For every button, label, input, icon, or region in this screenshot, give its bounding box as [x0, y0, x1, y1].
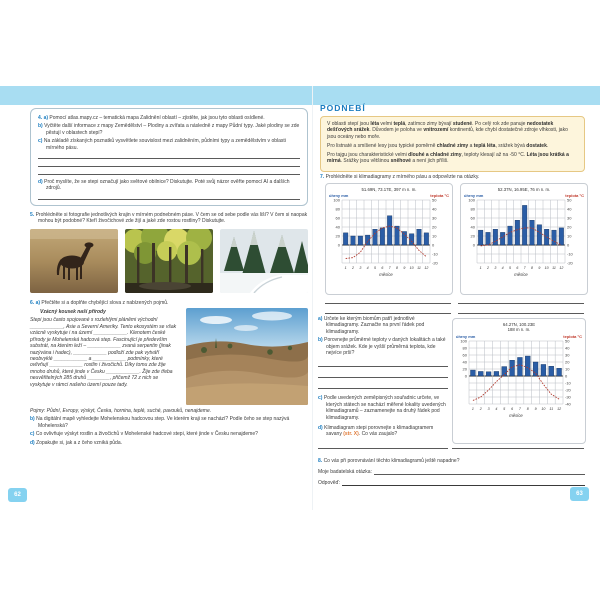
question-6-number: 6.	[30, 299, 35, 306]
precip-axis-label: úhrny mm	[456, 333, 476, 339]
deciduous-forest-photo	[125, 229, 213, 293]
answer-row	[318, 478, 585, 486]
page-number-left: 62	[8, 488, 27, 502]
under-chart-answer-lines	[325, 296, 584, 316]
answer-line	[342, 478, 585, 486]
info-paragraph: V oblasti stepí jsou léta velmi teplá, zatímco zimy bývají studené. Po celý rok zde panuje nedostatek dešťových srážek. Důvodem je poloha ve vnitrozemí kontinentů, kde chybí dostatečné zdroje vlhkosti, jako jsou oceány nebo moře.	[327, 121, 568, 140]
question-5: 5. Prohlédněte si fotografie jednotlivých krajin v mírném podnebném páse. V čem se od sebe podle vás liší? V čem si naopak mohou být podobné? Kteří živočichové zde žijí a jaké zde rostou rostliny? Diskutujte.	[30, 211, 308, 225]
fill-in-story: Stepi jsou často spojované s rozlehlými pláněmi východní ____________, Asie a Severní Ameriky. Tento ekosystém se však vzácně vyskytuje i na území ____________. Klenotem české přírody je Mohelenská hadcová step. Fascinující je především substrát, na kterém leží – ____________ zvaná serpentin (jinak nazývána i hadec), ____________ podloží zde pak vytváří neobvyklé ____________ a ____________ podmínky, které ovlivňují ____________ rostlin i živočichů. Díky tomu zde žije mnoho druhů, které jinde v Česku ____________. Žije zde třeba neuvěřitelných 285 druhů ________, přičemž 72 z nich se vyskytuje v rámci našeho území pouze tady.	[30, 317, 177, 388]
answer-line	[452, 441, 584, 449]
svg-text:30: 30	[432, 215, 437, 221]
svg-text:-40: -40	[565, 401, 571, 407]
svg-text:-10: -10	[565, 380, 571, 386]
svg-text:60: 60	[462, 352, 467, 358]
svg-text:20: 20	[470, 233, 475, 239]
svg-text:11: 11	[552, 266, 556, 271]
answer-line	[38, 159, 300, 167]
svg-text:6: 6	[511, 406, 514, 411]
climographs-row	[325, 183, 588, 295]
question-7d: d) Klimadiagram stepi porovnejte s klimadiagramem savany (str. X). Co vás zaujalo?	[318, 425, 434, 438]
svg-text:20: 20	[432, 224, 437, 230]
svg-text:měsíce: měsíce	[379, 272, 393, 278]
svg-text:4: 4	[501, 266, 504, 271]
svg-text:0: 0	[567, 242, 570, 248]
svg-text:100: 100	[460, 338, 467, 344]
svg-text:-30: -30	[565, 394, 571, 400]
climograph-deciduous-forest	[460, 183, 588, 295]
chapter-color-band	[0, 86, 600, 105]
svg-text:10: 10	[565, 366, 570, 372]
svg-text:10: 10	[567, 233, 572, 239]
answer-line	[325, 306, 451, 314]
svg-text:50: 50	[567, 198, 572, 203]
info-paragraph: Pro tajgu jsou charakteristické velmi dlouhé a chladné zimy, teploty klesají až na -50 °C. Léta jsou krátká a mírná. Srážky jsou většinou sněhové a není jich příliš.	[327, 151, 569, 165]
question-4-box	[30, 108, 308, 206]
svg-text:11: 11	[549, 406, 554, 411]
svg-text:1: 1	[471, 406, 474, 411]
chart-title-line2: 188 m n. m.	[507, 327, 531, 333]
svg-text:10: 10	[541, 406, 546, 411]
svg-text:80: 80	[462, 345, 467, 351]
question-4c: c) Na základě získaných poznatků vysvětlete souvislost mezi zalidněním, půdními typy a zemědělstvím v oblasti mírného pásu.	[38, 138, 286, 151]
svg-text:8: 8	[531, 266, 533, 271]
svg-text:60: 60	[335, 215, 340, 221]
question-6c: c) Co ovlivňuje výskyt rostlin a živočichů v Mohelenské hadcové stepi, které jinde v Česku nenajdeme?	[30, 431, 258, 438]
svg-text:-20: -20	[565, 387, 571, 393]
svg-text:5: 5	[374, 266, 376, 271]
climograph-steppe	[325, 183, 453, 295]
question-5-number: 5.	[30, 211, 35, 218]
svg-text:-10: -10	[432, 251, 438, 257]
svg-text:12: 12	[424, 266, 429, 271]
steppe-horse-photo	[30, 229, 118, 293]
svg-text:7: 7	[388, 266, 391, 271]
svg-text:11: 11	[417, 266, 421, 271]
info-paragraph: Pro listnaté a smíšené lesy jsou typické poměrně chladné zimy a teplá léta, srážek bývá dostatek.	[327, 142, 549, 149]
question-7a: a) Určete ke kterým biomům patří jednotlivé klimadiagramy. Zaznačte na první řádek pod klimadiagramy.	[318, 316, 425, 335]
climograph-plot	[456, 339, 576, 435]
svg-text:40: 40	[567, 206, 572, 212]
svg-text:7: 7	[518, 406, 521, 411]
svg-text:5: 5	[509, 266, 511, 271]
question-4d: d) Proč myslíte, že se stepi označují jako světové obilnice? Diskutujte. Poté svůj názor ověřte pomocí AI a dalších zdrojů.	[38, 179, 290, 192]
svg-text:-20: -20	[567, 260, 573, 266]
research-question-row	[318, 467, 585, 475]
svg-text:3: 3	[487, 406, 490, 411]
svg-text:8: 8	[396, 266, 398, 271]
climograph-plot	[329, 198, 443, 286]
question-4a: 4. a) Pomocí atlas.mapy.cz – tematická mapa Zalidnění oblastí – zjistěte, jak jsou tyto oblasti osídlené.	[38, 115, 265, 121]
svg-text:2: 2	[479, 406, 482, 411]
svg-text:30: 30	[567, 215, 572, 221]
climograph-taiga	[452, 318, 586, 444]
svg-text:2: 2	[352, 266, 354, 271]
climograph-taiga-wrap	[452, 318, 586, 444]
question-6d: d) Zopakujte si, jak a z čeho vzniká půda.	[30, 439, 123, 446]
svg-text:40: 40	[462, 359, 467, 365]
svg-text:10: 10	[544, 266, 549, 271]
svg-text:9: 9	[534, 406, 537, 411]
answer-line	[318, 441, 448, 449]
svg-text:40: 40	[335, 224, 340, 230]
section-title: PODNEBÍ	[320, 103, 366, 113]
question-6a: 6. a) Přečtěte si a doplňte chybějící slova z nabízených pojmů.	[30, 299, 169, 306]
svg-text:30: 30	[565, 352, 570, 358]
question-7-number: 7.	[320, 174, 325, 180]
question-8: 8. Co vás při porovnávání těchto klimadiagramů ještě napadne? Moje badatelská otázka: Odpověď:	[318, 456, 585, 486]
svg-text:40: 40	[470, 224, 475, 230]
svg-text:2: 2	[487, 266, 489, 271]
svg-text:100: 100	[333, 198, 340, 203]
page-left	[30, 108, 308, 446]
svg-text:60: 60	[470, 215, 475, 221]
temp-axis-label: teplota °C	[565, 193, 584, 199]
svg-text:10: 10	[409, 266, 414, 271]
answer-line	[458, 296, 584, 304]
svg-text:20: 20	[565, 359, 570, 365]
svg-text:80: 80	[335, 206, 340, 212]
svg-text:0: 0	[565, 373, 568, 379]
chart-title: 64.27N, 100.23E	[502, 322, 536, 327]
svg-text:12: 12	[557, 406, 562, 411]
precip-axis-label: úhrny mm	[329, 193, 349, 199]
svg-text:100: 100	[468, 198, 475, 203]
landscape-photos-row	[30, 229, 308, 293]
question-4-number: 4.	[38, 115, 43, 121]
svg-text:40: 40	[565, 345, 570, 351]
story-title: Vzácný kousek naší přírody	[40, 309, 106, 316]
temp-axis-label: teplota °C	[430, 193, 449, 199]
svg-text:50: 50	[432, 198, 437, 203]
svg-text:9: 9	[538, 266, 541, 271]
answer-line	[374, 467, 585, 475]
svg-text:12: 12	[559, 266, 564, 271]
svg-text:50: 50	[565, 338, 570, 344]
answer-line	[318, 370, 448, 378]
svg-text:4: 4	[495, 406, 498, 411]
climograph-plot	[464, 198, 578, 286]
answer-line	[38, 151, 300, 159]
precip-axis-label: úhrny mm	[464, 193, 484, 199]
svg-text:20: 20	[567, 224, 572, 230]
svg-text:měsíce: měsíce	[509, 412, 523, 418]
research-question-label: Moje badatelská otázka:	[318, 469, 372, 475]
svg-text:8: 8	[526, 406, 529, 411]
question-4b: b) Vyčtěte další informace z mapy Zemědělství – Plodiny a zvířata a následně z mapy Půdní typy. Jaké plodiny se zde pěstují v oblastech stepí?	[38, 123, 300, 136]
svg-text:40: 40	[432, 206, 437, 212]
temp-axis-label: teplota °C	[563, 333, 582, 339]
question-7-items	[318, 314, 448, 449]
climate-info-box	[320, 116, 585, 172]
question-6	[30, 300, 308, 446]
question-8-number: 8.	[318, 458, 323, 464]
svg-text:80: 80	[470, 206, 475, 212]
answer-line	[458, 306, 584, 314]
mohelno-steppe-photo	[186, 308, 308, 405]
svg-text:7: 7	[523, 266, 526, 271]
answer-line	[38, 192, 300, 200]
svg-text:5: 5	[503, 406, 506, 411]
svg-text:0: 0	[337, 242, 340, 248]
page-number-right: 63	[570, 487, 589, 501]
chart-title: 51.69N, 73.17E, 397 m n. m.	[361, 187, 417, 192]
snowy-taiga-photo	[220, 229, 308, 293]
svg-text:9: 9	[403, 266, 406, 271]
svg-text:20: 20	[335, 233, 340, 239]
question-7b: b) Porovnejte průměrné teploty v daných lokalitách a také objem srážek. Kde je vyšší průměrná teplota, kde nejvíce prší?	[318, 337, 446, 357]
answer-label: Odpověď:	[318, 480, 340, 486]
question-7: 7. Prohlédněte si klimadiagramy z mírného pásu a odpovězte na otázky.	[320, 174, 480, 180]
page-gutter	[312, 86, 313, 510]
svg-text:0: 0	[472, 242, 475, 248]
svg-text:0: 0	[432, 242, 435, 248]
answer-line	[318, 359, 448, 367]
svg-text:6: 6	[381, 266, 384, 271]
svg-text:3: 3	[359, 266, 362, 271]
svg-text:1: 1	[344, 266, 347, 271]
answer-line	[325, 296, 451, 304]
question-7c: c) Podle uvedených zeměpisných souřadnic určete, ve kterých státech se nachází měřené lokality uvedených klimadiagramů – zaznamenejte na druhý řádek pod klimadiagramy.	[318, 395, 446, 421]
svg-text:4: 4	[366, 266, 369, 271]
answer-line	[38, 167, 300, 175]
svg-text:10: 10	[432, 233, 437, 239]
word-bank: Pojmy: Půdní, Evropy, výskyt, Česka, hornina, teplé, suché, pavouků, nenajdeme.	[30, 408, 212, 415]
svg-text:1: 1	[479, 266, 482, 271]
svg-text:6: 6	[516, 266, 519, 271]
answer-line	[318, 381, 448, 389]
question-6b: b) Na digitální mapě vyhledejte Mohelenskou hadcovou step. Ve kterém kraji se nachází? Podle čeho se step nazývá Mohelenská?	[30, 416, 290, 429]
chart-title: 52.37N, 16.95E, 76 m n. m.	[497, 187, 551, 192]
svg-text:měsíce: měsíce	[514, 272, 528, 278]
svg-text:3: 3	[494, 266, 497, 271]
svg-text:-10: -10	[567, 251, 573, 257]
svg-text:20: 20	[462, 366, 467, 372]
svg-text:-20: -20	[432, 260, 438, 266]
svg-text:0: 0	[464, 373, 467, 379]
